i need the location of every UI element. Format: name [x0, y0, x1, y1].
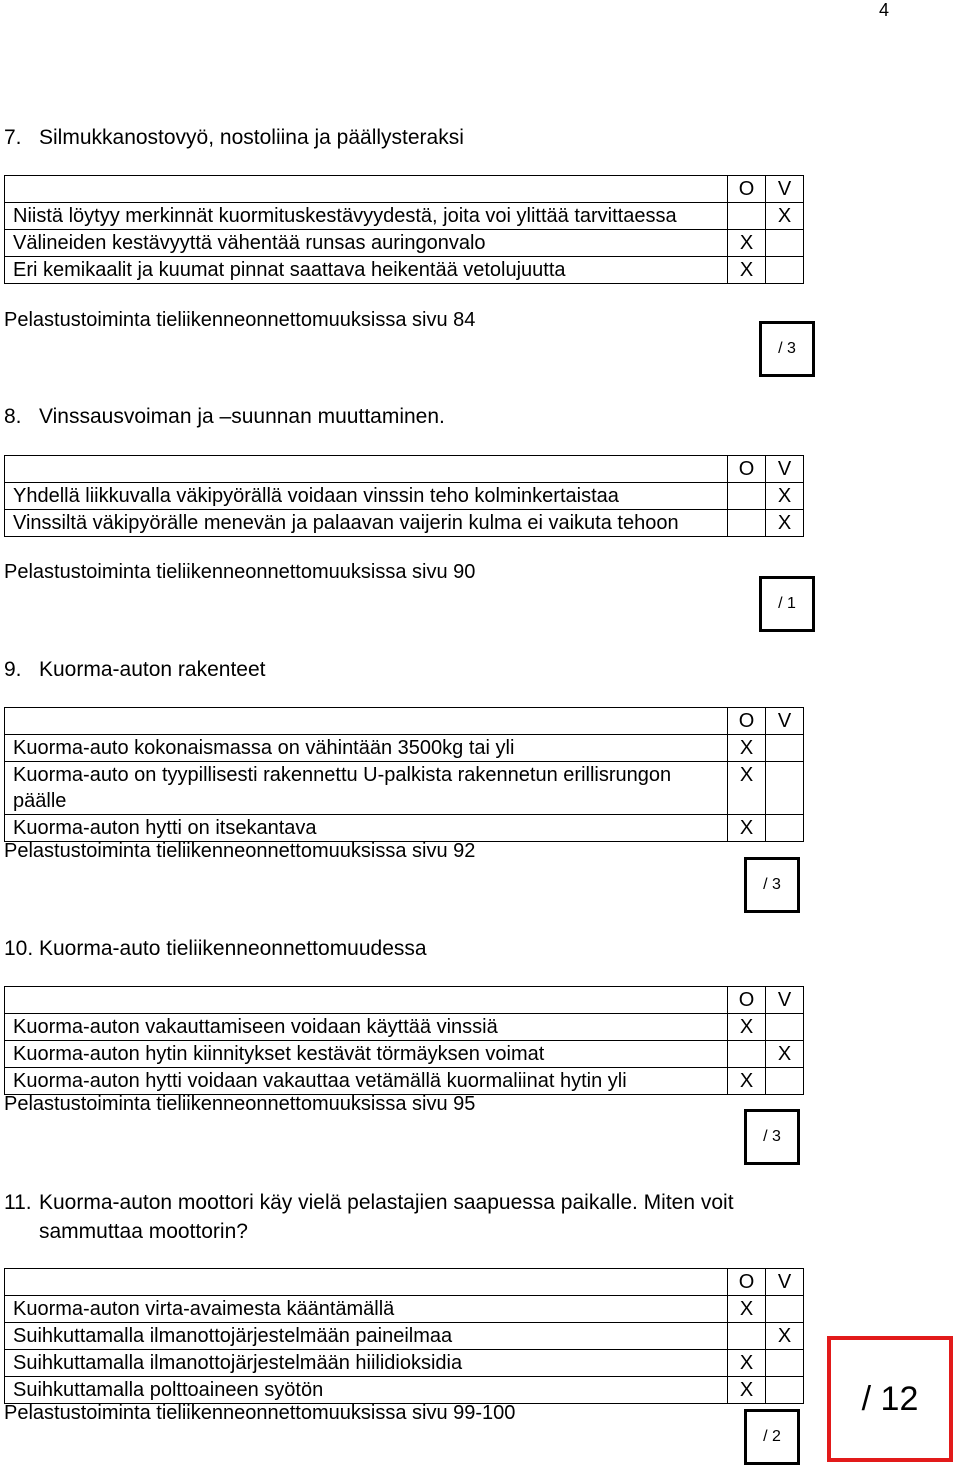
section-number: 10.: [4, 937, 34, 960]
section-number: 9.: [4, 658, 22, 681]
statement: Kuorma-auto on tyypillisesti rakennettu U-palkista rakennetun erillisrungon päälle: [5, 762, 728, 815]
table-row: [5, 1377, 804, 1404]
mark-v: X: [766, 483, 804, 510]
mark-v: [766, 1068, 804, 1095]
mark-o: X: [728, 1296, 766, 1323]
statement: Vinssiltä väkipyörälle menevän ja palaavan vaijerin kulma ei vaikuta tehoon: [5, 510, 728, 537]
mark-o: X: [728, 1377, 766, 1404]
header-o: O: [728, 176, 766, 203]
mark-v: X: [766, 1323, 804, 1350]
mark-v: [766, 257, 804, 284]
statement: Kuorma-auton hytti on itsekantava: [5, 815, 728, 842]
mark-v: X: [766, 510, 804, 537]
mark-v: [766, 815, 804, 842]
section-title: Kuorma-auto tieliikenneonnettomuudessa: [39, 937, 427, 960]
section-heading: [4, 1191, 804, 1251]
statement: Välineiden kestävyyttä vähentää runsas auringonvalo: [5, 230, 728, 257]
header-v: V: [766, 1269, 804, 1296]
table-row: [5, 203, 804, 230]
header-o: O: [728, 987, 766, 1014]
mark-o: X: [728, 257, 766, 284]
mark-v: [766, 1350, 804, 1377]
section-title: Kuorma-auton rakenteet: [39, 658, 266, 681]
table-row: [5, 483, 804, 510]
page-number: 4: [879, 0, 890, 20]
score-box: / 3: [744, 1109, 800, 1165]
source-reference: Pelastustoiminta tieliikenneonnettomuuksissa sivu 84: [4, 309, 476, 331]
table-row: [5, 815, 804, 842]
mark-o: [728, 203, 766, 230]
mark-v: [766, 1296, 804, 1323]
mark-v: [766, 230, 804, 257]
mark-o: X: [728, 1350, 766, 1377]
mark-v: [766, 735, 804, 762]
mark-o: X: [728, 735, 766, 762]
source-reference: Pelastustoiminta tieliikenneonnettomuuksissa sivu 99-100: [4, 1402, 516, 1424]
answer-table: [4, 175, 804, 284]
answer-table: [4, 455, 804, 537]
table-row: [5, 1068, 804, 1095]
table-row: [5, 510, 804, 537]
statement: Kuorma-auton hytin kiinnitykset kestävät törmäyksen voimat: [5, 1041, 728, 1068]
table-row: [5, 230, 804, 257]
mark-o: X: [728, 1068, 766, 1095]
score-box: / 1: [759, 576, 815, 632]
section-number: 7.: [4, 126, 22, 149]
mark-o: X: [728, 230, 766, 257]
mark-v: [766, 762, 804, 815]
total-score-box: / 12: [827, 1336, 953, 1462]
statement: Suihkuttamalla ilmanottojärjestelmään paineilmaa: [5, 1323, 728, 1350]
source-reference: Pelastustoiminta tieliikenneonnettomuuksissa sivu 95: [4, 1093, 476, 1115]
section-title: Vinssausvoiman ja –suunnan muuttaminen.: [39, 405, 445, 428]
statement: Kuorma-auto kokonaismassa on vähintään 3500kg tai yli: [5, 735, 728, 762]
section-title: Kuorma-auton moottori käy vielä pelastajien saapuessa paikalle. Miten voit: [39, 1191, 734, 1214]
mark-v: [766, 1014, 804, 1041]
mark-o: [728, 510, 766, 537]
mark-o: X: [728, 762, 766, 815]
statement: Suihkuttamalla polttoaineen syötön: [5, 1377, 728, 1404]
answer-table: [4, 986, 804, 1095]
mark-v: X: [766, 203, 804, 230]
statement: Niistä löytyy merkinnät kuormituskestävyydestä, joita voi ylittää tarvittaessa: [5, 203, 728, 230]
header-o: O: [728, 1269, 766, 1296]
table-row: [5, 257, 804, 284]
header-o: O: [728, 708, 766, 735]
answer-table: [4, 1268, 804, 1404]
mark-o: [728, 1323, 766, 1350]
mark-v: X: [766, 1041, 804, 1068]
statement: Yhdellä liikkuvalla väkipyörällä voidaan vinssin teho kolminkertaistaa: [5, 483, 728, 510]
header-v: V: [766, 176, 804, 203]
table-row: [5, 1014, 804, 1041]
statement: Suihkuttamalla ilmanottojärjestelmään hiilidioksidia: [5, 1350, 728, 1377]
mark-o: X: [728, 815, 766, 842]
score-box: / 3: [759, 321, 815, 377]
table-row: [5, 735, 804, 762]
header-o: O: [728, 456, 766, 483]
table-row: [5, 762, 804, 815]
section-title-line2: sammuttaa moottorin?: [39, 1220, 248, 1243]
table-row: [5, 1323, 804, 1350]
mark-o: [728, 483, 766, 510]
section-number: 11.: [4, 1191, 32, 1214]
statement: Kuorma-auton vakauttamiseen voidaan käyttää vinssiä: [5, 1014, 728, 1041]
mark-o: X: [728, 1014, 766, 1041]
header-v: V: [766, 456, 804, 483]
header-v: V: [766, 708, 804, 735]
source-reference: Pelastustoiminta tieliikenneonnettomuuksissa sivu 90: [4, 561, 476, 583]
section-title: Silmukkanostovyö, nostoliina ja päällysteraksi: [39, 126, 464, 149]
mark-v: [766, 1377, 804, 1404]
header-v: V: [766, 987, 804, 1014]
mark-o: [728, 1041, 766, 1068]
statement: Eri kemikaalit ja kuumat pinnat saattava heikentää vetolujuutta: [5, 257, 728, 284]
score-box: / 3: [744, 857, 800, 913]
table-row: [5, 1041, 804, 1068]
answer-table: [4, 707, 804, 842]
table-row: [5, 1296, 804, 1323]
source-reference: Pelastustoiminta tieliikenneonnettomuuksissa sivu 92: [4, 840, 476, 862]
score-box: / 2: [744, 1409, 800, 1465]
statement: Kuorma-auton virta-avaimesta kääntämällä: [5, 1296, 728, 1323]
section-number: 8.: [4, 405, 22, 428]
statement: Kuorma-auton hytti voidaan vakauttaa vetämällä kuormaliinat hytin yli: [5, 1068, 728, 1095]
table-row: [5, 1350, 804, 1377]
